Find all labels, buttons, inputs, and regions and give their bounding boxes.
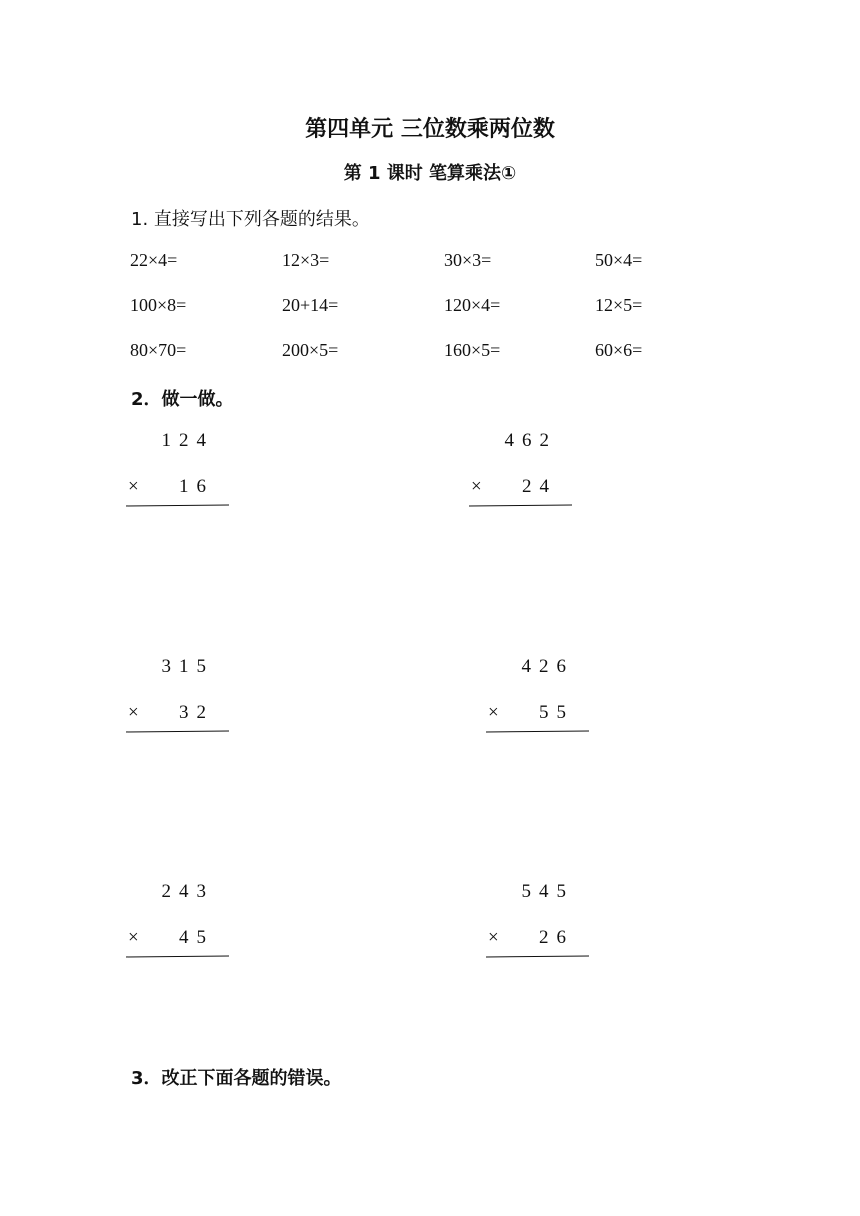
- vertical-multiplication: [126, 656, 236, 746]
- mental-math-item: 100×8=: [130, 295, 187, 315]
- mental-math-item: 80×70=: [130, 340, 187, 360]
- vertical-multiplication: [486, 881, 596, 971]
- vertical-multiplication: [469, 430, 579, 520]
- underline: [126, 731, 229, 733]
- times-sign: ×: [128, 702, 139, 723]
- underline: [126, 956, 229, 958]
- multiplier: 24: [522, 476, 557, 497]
- underline: [126, 505, 229, 507]
- mental-math-item: 200×5=: [282, 340, 339, 360]
- mental-math-item: 120×4=: [444, 295, 501, 315]
- page-title: 第四单元 三位数乘两位数: [305, 117, 555, 142]
- times-sign: ×: [128, 927, 139, 948]
- mental-math-item: 22×4=: [130, 250, 178, 270]
- mental-math-item: 60×6=: [595, 340, 643, 360]
- mental-math-item: 12×5=: [595, 295, 643, 315]
- underline: [486, 956, 589, 958]
- multiplicand: 426: [521, 656, 574, 677]
- multiplier: 55: [539, 702, 574, 723]
- lesson-subtitle: 第 1 课时 笔算乘法①: [343, 163, 517, 184]
- multiplicand: 315: [161, 656, 214, 677]
- underline: [469, 505, 572, 507]
- multiplicand: 124: [161, 430, 214, 451]
- underline: [486, 731, 589, 733]
- mental-math-row: [130, 295, 750, 319]
- mental-math-item: 160×5=: [444, 340, 501, 360]
- vertical-multiplication: [486, 656, 596, 746]
- mental-math-row: [130, 340, 750, 364]
- mental-math-item: 50×4=: [595, 250, 643, 270]
- times-sign: ×: [488, 927, 499, 948]
- mental-math-item: 30×3=: [444, 250, 492, 270]
- times-sign: ×: [488, 702, 499, 723]
- multiplier: 32: [179, 702, 214, 723]
- vertical-multiplication: [126, 430, 236, 520]
- vertical-multiplication: [126, 881, 236, 971]
- question-2-heading: 2．做一做。: [131, 389, 234, 410]
- times-sign: ×: [471, 476, 482, 497]
- multiplier: 45: [179, 927, 214, 948]
- question-1-heading: 1. 直接写出下列各题的结果。: [131, 209, 370, 230]
- multiplier: 26: [539, 927, 574, 948]
- mental-math-row: [130, 250, 750, 274]
- multiplicand: 243: [161, 881, 214, 902]
- multiplicand: 545: [521, 881, 574, 902]
- question-3-heading: 3．改正下面各题的错误。: [131, 1068, 342, 1089]
- mental-math-item: 20+14=: [282, 295, 339, 315]
- mental-math-item: 12×3=: [282, 250, 330, 270]
- times-sign: ×: [128, 476, 139, 497]
- multiplier: 16: [179, 476, 214, 497]
- multiplicand: 462: [504, 430, 557, 451]
